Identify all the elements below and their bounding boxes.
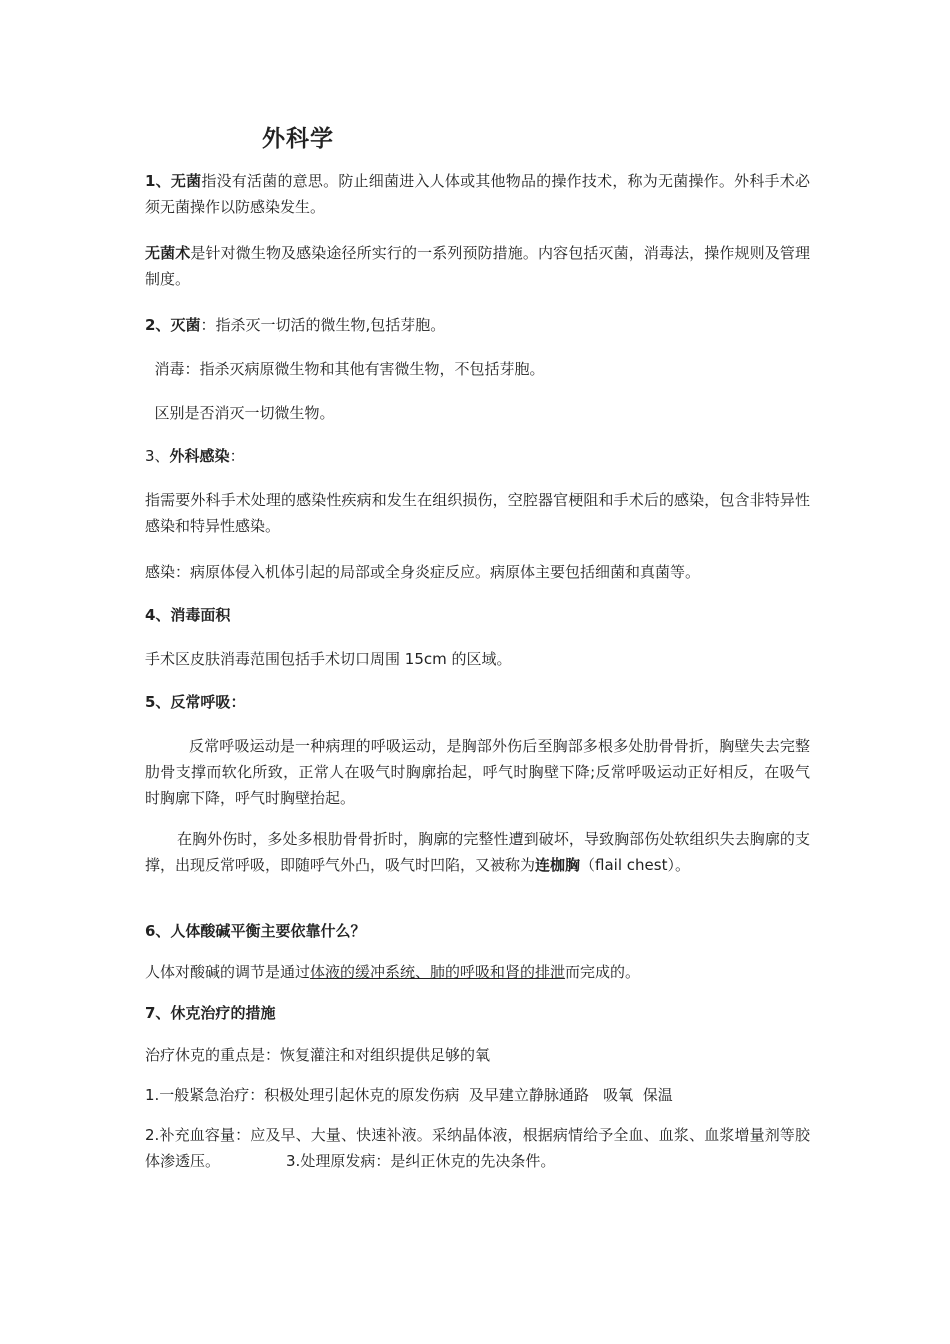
section-1-number: 1、 <box>145 172 171 190</box>
page-title: 外科学 <box>262 126 334 152</box>
section-3-number: 3、 <box>145 447 170 465</box>
section-2-text: ：指杀灭一切活的微生物,包括芽胞。 <box>200 316 446 334</box>
flail-chest-text: 在胸外伤时，多处多根肋骨骨折时，胸廓的完整性遭到破坏，导致胸部伤处软组织失去胸廓的支撑，出现反常呼吸，即随呼气外凸，吸气时凹陷，又被称为 <box>145 830 810 874</box>
infection-definition: 感染：病原体侵入机体引起的局部或全身炎症反应。病原体主要包括细菌和真菌等。 <box>145 563 701 581</box>
difference-paragraph: 区别是否消灭一切微生物。 <box>145 404 335 422</box>
flail-chest-term: 连枷胸 <box>535 856 581 874</box>
measure-3: 3.处理原发病：是纠正休克的先决条件。 <box>286 1152 556 1170</box>
section-2-paragraph <box>145 312 810 338</box>
flail-chest-english: （flail chest）。 <box>580 856 690 874</box>
section-6-underlined: 体液的缓冲系统、肺的呼吸和肾的排泄 <box>310 963 566 981</box>
paradoxical-breathing-paragraph-1: 反常呼吸运动是一种病理的呼吸运动，是胸部外伤后至胸部多根多处肋骨骨折，胸壁失去完整肋骨支撑而软化所致，正常人在吸气时胸廓抬起，呼气时胸壁下降;反常呼吸运动正好相反，在吸气时胸廓下降，呼气时胸壁抬起。 <box>145 737 810 807</box>
section-5-heading: 5、反常呼吸： <box>145 693 246 711</box>
section-6-text <box>145 959 810 985</box>
section-3-term: 外科感染 <box>169 447 230 465</box>
surgical-infection-definition: 指需要外科手术处理的感染性疾病和发生在组织损伤，空腔器官梗阻和手术后的感染，包含非特异性感染和特异性感染。 <box>145 491 810 535</box>
aseptic-technique-text: 是针对微生物及感染途径所实行的一系列预防措施。内容包括灭菌，消毒法，操作规则及管理制度。 <box>145 244 810 288</box>
aseptic-technique-paragraph <box>145 240 810 292</box>
disinfection-paragraph: 消毒：指杀灭病原微生物和其他有害微生物，不包括芽胞。 <box>145 360 545 378</box>
section-3-heading <box>145 443 810 469</box>
section-6-post: 而完成的。 <box>565 963 641 981</box>
section-2-term: 灭菌 <box>170 316 201 334</box>
section-1-paragraph <box>145 168 810 220</box>
section-4-text: 手术区皮肤消毒范围包括手术切口周围 15cm 的区域。 <box>145 650 512 668</box>
measure-2-and-3 <box>145 1122 810 1174</box>
section-7-heading: 7、休克治疗的措施 <box>145 1004 276 1022</box>
section-1-text: 指没有活菌的意思。防止细菌进入人体或其他物品的操作技术，称为无菌操作。外科手术必须无菌操作以防感染发生。 <box>145 172 810 216</box>
measure-1: 1.一般紧急治疗：积极处理引起休克的原发伤病 及早建立静脉通路 吸氧 保温 <box>145 1086 673 1104</box>
section-3-colon: ： <box>229 447 245 465</box>
paradoxical-breathing-paragraph-2 <box>145 826 810 878</box>
section-1-term: 无菌 <box>170 172 202 190</box>
section-2-number: 2、 <box>145 316 171 334</box>
section-4-heading: 4、消毒面积 <box>145 606 231 624</box>
aseptic-technique-term: 无菌术 <box>145 244 191 262</box>
shock-treatment-key: 治疗休克的重点是：恢复灌注和对组织提供足够的氧 <box>145 1046 491 1064</box>
section-6-heading: 6、人体酸碱平衡主要依靠什么？ <box>145 922 366 940</box>
section-6-pre: 人体对酸碱的调节是通过 <box>145 963 311 981</box>
measure-2: 2.补充血容量：应及早、大量、快速补液。采纳晶体液，根据病情给予全血、血浆、血浆增量剂等胶体渗透压。 <box>145 1126 810 1170</box>
